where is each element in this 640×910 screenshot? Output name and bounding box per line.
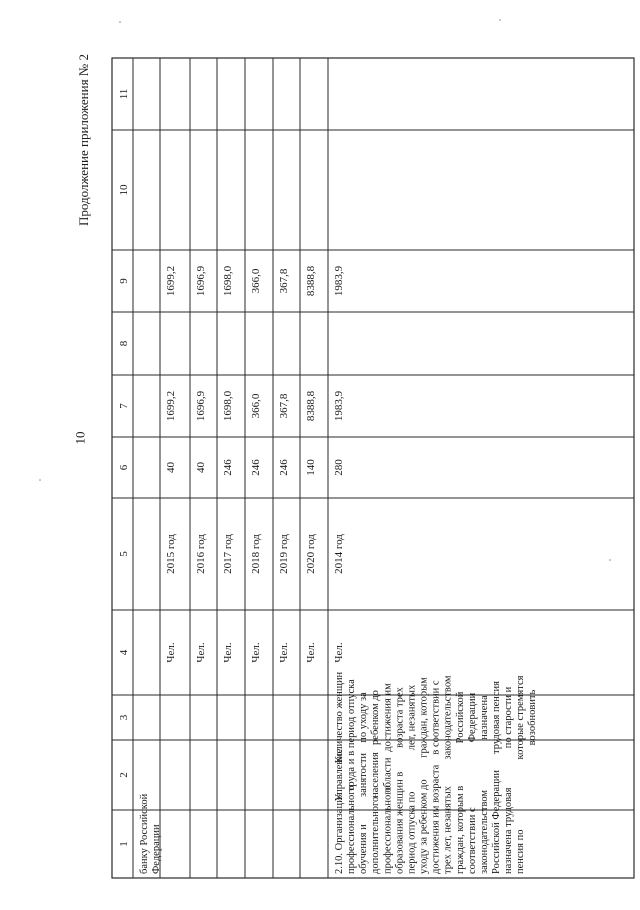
column-number-1: 1 (118, 841, 130, 847)
column-number-11: 11 (118, 88, 130, 100)
column-number-10: 10 (118, 184, 130, 196)
cell-c9: 367,8 (278, 268, 290, 294)
cell-c7: 1983,9 (333, 390, 345, 422)
cell-c6: 40 (195, 462, 207, 473)
table-group (112, 58, 634, 878)
cell-c7: 367,8 (278, 393, 290, 419)
cell-c6: 246 (222, 459, 234, 476)
cell-c1: 2.10. Организацияпрофессиональногообучения идополнительногопрофессиональногообразования женщин впериод отпуска поуходу за ребенком додостижения им возрастатрех лет, незанятыхграждан, которым всоответствии сзаконодательствомРоссийской Федерацииназначена трудоваяпенсия по (334, 764, 527, 874)
scan-speck (39, 479, 41, 481)
cell-c7: 366,0 (250, 393, 262, 419)
cell-c2: Управлениетруда изанятостинаселенияобласти (334, 748, 394, 802)
column-number-4: 4 (118, 649, 130, 656)
scan-speck (119, 21, 121, 23)
column-number-7: 7 (118, 403, 130, 409)
cell-c5: 2019 год (278, 534, 290, 574)
cell-c9: 1696,9 (195, 265, 207, 297)
column-number-2: 2 (118, 772, 130, 778)
continuation-label: Продолжение приложения № 2 (76, 54, 91, 226)
cell-c5: 2016 год (195, 534, 207, 574)
cell-c6: 40 (165, 462, 177, 473)
cell-c4: Чел. (333, 642, 345, 663)
column-number-3: 3 (118, 714, 130, 721)
column-number-9: 9 (118, 278, 130, 284)
cell-c6: 246 (250, 459, 262, 476)
cell-c9: 1983,9 (333, 265, 345, 297)
cell-c4: Чел. (305, 642, 317, 663)
cell-c4: Чел. (165, 642, 177, 663)
cell-c5: 2015 год (165, 534, 177, 574)
cell-c5: 2020 год (305, 534, 317, 574)
cell-c9: 1699,2 (165, 265, 177, 297)
cell-c5: 2017 год (222, 534, 234, 574)
cell-c1: банку РоссийскойФедерации (139, 793, 163, 874)
cell-c4: Чел. (250, 642, 262, 663)
cell-c3: Количество женщинв период отпускапо уходу заребенком додостижения имвозраста трехлет, незанятыхграждан, которымв соответствии сзаконодательствомРоссийскойФедерацииназначенатрудовая пенсияпо старости икоторые стремятсявозобновить (334, 671, 539, 764)
cell-c6: 280 (333, 459, 345, 476)
cell-c5: 2018 год (250, 534, 262, 574)
cell-c5: 2014 год (333, 534, 345, 574)
page-number: 10 (72, 431, 88, 445)
cell-c9: 8388,8 (305, 265, 317, 297)
cell-c6: 246 (278, 459, 290, 476)
cell-c4: Чел. (278, 642, 290, 663)
cell-c4: Чел. (222, 642, 234, 663)
scan-speck (609, 559, 611, 561)
scan-speck (499, 19, 501, 21)
cell-c7: 1696,9 (195, 390, 207, 422)
column-number-8: 8 (118, 340, 130, 347)
column-number-6: 6 (118, 464, 130, 471)
column-number-5: 5 (118, 551, 130, 557)
cell-c6: 140 (305, 459, 317, 476)
cell-c9: 1698,0 (222, 265, 234, 297)
cell-c7: 1698,0 (222, 390, 234, 422)
cell-c4: Чел. (195, 642, 207, 663)
cell-c9: 366,0 (250, 268, 262, 294)
cell-c7: 8388,8 (305, 390, 317, 422)
cell-c7: 1699,2 (165, 390, 177, 422)
